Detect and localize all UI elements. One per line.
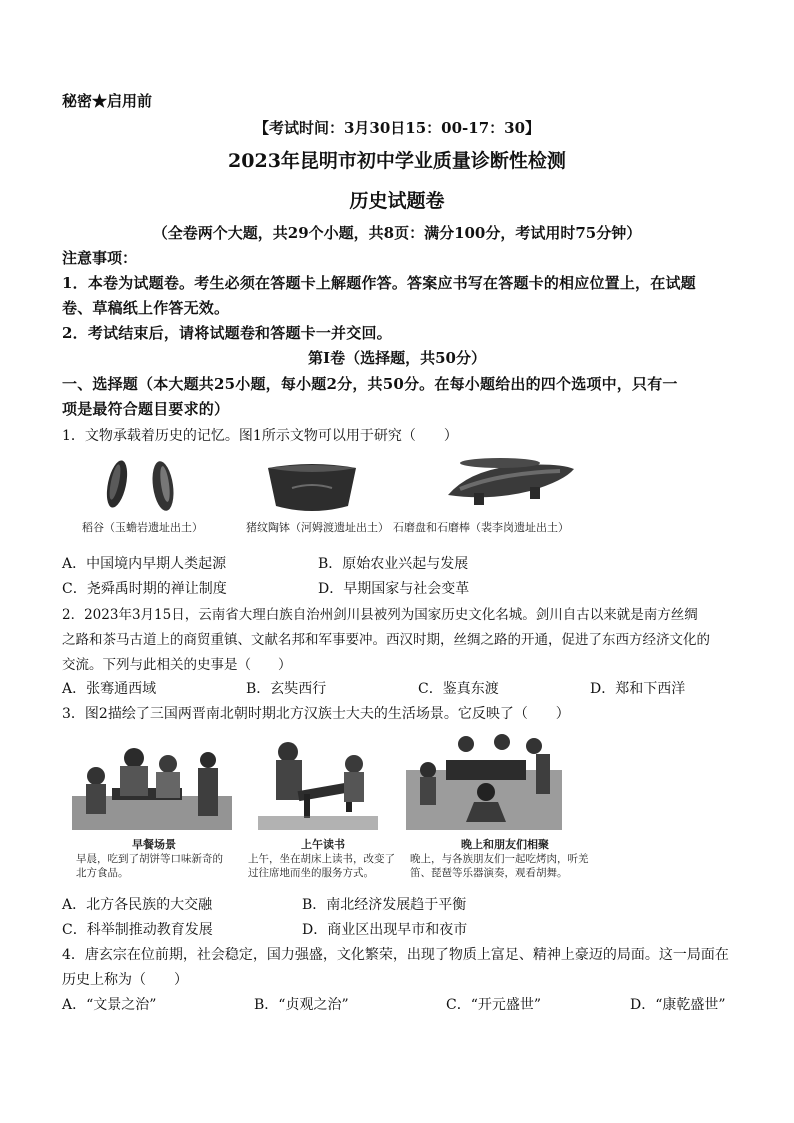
question-3-option-a[interactable]: A．北方各民族的大交融 [62,897,213,913]
figure-2-caption-1-text: 早晨，吃到了胡饼等口味新奇的北方食品。 [76,853,223,879]
notes-heading: 注意事项： [62,249,138,267]
figure-1-caption-3: 石磨盘和石磨棒（裴李岗遗址出土） [393,521,569,534]
notes-item-1-cont: 卷、草稿纸上作答无效。 [62,299,230,317]
question-4-option-a[interactable]: A．“文景之治” [62,997,157,1013]
figure-2-caption-2 [248,838,398,880]
question-3-option-c[interactable]: C．科举制推动教育发展 [62,922,213,938]
question-2-option-c[interactable]: C．鉴真东渡 [418,681,499,697]
question-2-option-a[interactable]: A．张骞通西域 [62,681,157,697]
figure-2-caption-1-title: 早餐场景 [132,838,176,851]
question-2-option-b[interactable]: B．玄奘西行 [246,681,327,697]
question-2-stem-cont-2: 交流。下列与此相关的史事是（ ） [62,657,292,673]
breakfast-scene-image [72,736,232,830]
question-2-stem: 2．2023年3月15日，云南省大理白族自治州剑川县被列为国家历史文化名城。剑川自古以来就是南方丝绸 [62,607,698,623]
section-intro-cont: 项是最符合题目要求的） [62,400,230,418]
notes-item-2: 2．考试结束后，请将试题卷和答题卡一并交回。 [62,324,392,342]
question-1-stem: 1．文物承载着历史的记忆。图1所示文物可以用于研究（ ） [62,428,458,444]
exam-time: 【考试时间：3月30日15：00-17：30】 [253,119,541,137]
question-3-option-d[interactable]: D．商业区出现早市和夜市 [302,922,468,938]
page-title: 2023年昆明市初中学业质量诊断性检测 [228,150,566,172]
question-3-stem: 3．图2描绘了三国两晋南北朝时期北方汉族士大夫的生活场景。它反映了（ ） [62,706,570,722]
gathering-scene-image [406,730,562,830]
rice-grain-image [95,456,185,516]
question-4-option-b[interactable]: B．“贞观之治” [254,997,349,1013]
notes-item-1: 1．本卷为试题卷。考生必须在答题卡上解题作答。答案应书写在答题卡的相应位置上，在试题 [62,274,696,292]
reading-scene-image [258,734,378,830]
question-4-option-d[interactable]: D．“康乾盛世” [630,997,726,1013]
question-4-option-c[interactable]: C．“开元盛世” [446,997,542,1013]
question-1-option-d[interactable]: D．早期国家与社会变革 [318,581,470,597]
question-1-option-a[interactable]: A．中国境内早期人类起源 [62,556,227,572]
question-2-option-d[interactable]: D．郑和下西洋 [590,681,686,697]
figure-2-caption-2-title: 上午读书 [301,838,345,851]
question-1-option-c[interactable]: C．尧舜禹时期的禅让制度 [62,581,227,597]
question-2-stem-cont-1: 之路和茶马古道上的商贸重镇、文献名邦和军事要冲。西汉时期，丝绸之路的开通，促进了东西方经济文化的 [62,632,710,648]
secret-label: 秘密★启用前 [62,92,153,110]
figure-1-caption-2: 猪纹陶钵（河姆渡遗址出土） [246,521,389,534]
exam-info: （全卷两个大题，共29个小题，共8页：满分100分，考试用时75分钟） [152,224,642,242]
question-4-stem-cont: 历史上称为（ ） [62,972,188,988]
page-subtitle: 历史试题卷 [349,190,445,212]
figure-2-caption-3-title: 晚上和朋友们相聚 [461,838,549,851]
section-intro: 一、选择题（本大题共25小题，每小题2分，共50分。在每小题给出的四个选项中，只有一 [62,375,678,393]
part-title: 第Ⅰ卷（选择题，共50分） [308,349,486,367]
figure-2-caption-3-text: 晚上，与各族朋友们一起吃烤肉，听羌笛、琵琶等乐器演奏，观看胡舞。 [410,853,589,879]
question-1-option-b[interactable]: B．原始农业兴起与发展 [318,556,469,572]
millstone-image [440,455,580,515]
pottery-bowl-image [262,458,362,516]
figure-1-caption-1: 稻谷（玉蟾岩遗址出土） [82,521,203,534]
figure-2-caption-2-text: 上午，坐在胡床上读书，改变了过往席地而坐的服务方式。 [248,853,395,879]
figure-2-caption-1 [76,838,232,880]
figure-2-caption-3 [410,838,600,880]
question-3-option-b[interactable]: B．南北经济发展趋于平衡 [302,897,467,913]
question-4-stem: 4．唐玄宗在位前期，社会稳定，国力强盛，文化繁荣，出现了物质上富足、精神上豪迈的局面。这一局面在 [62,947,729,963]
